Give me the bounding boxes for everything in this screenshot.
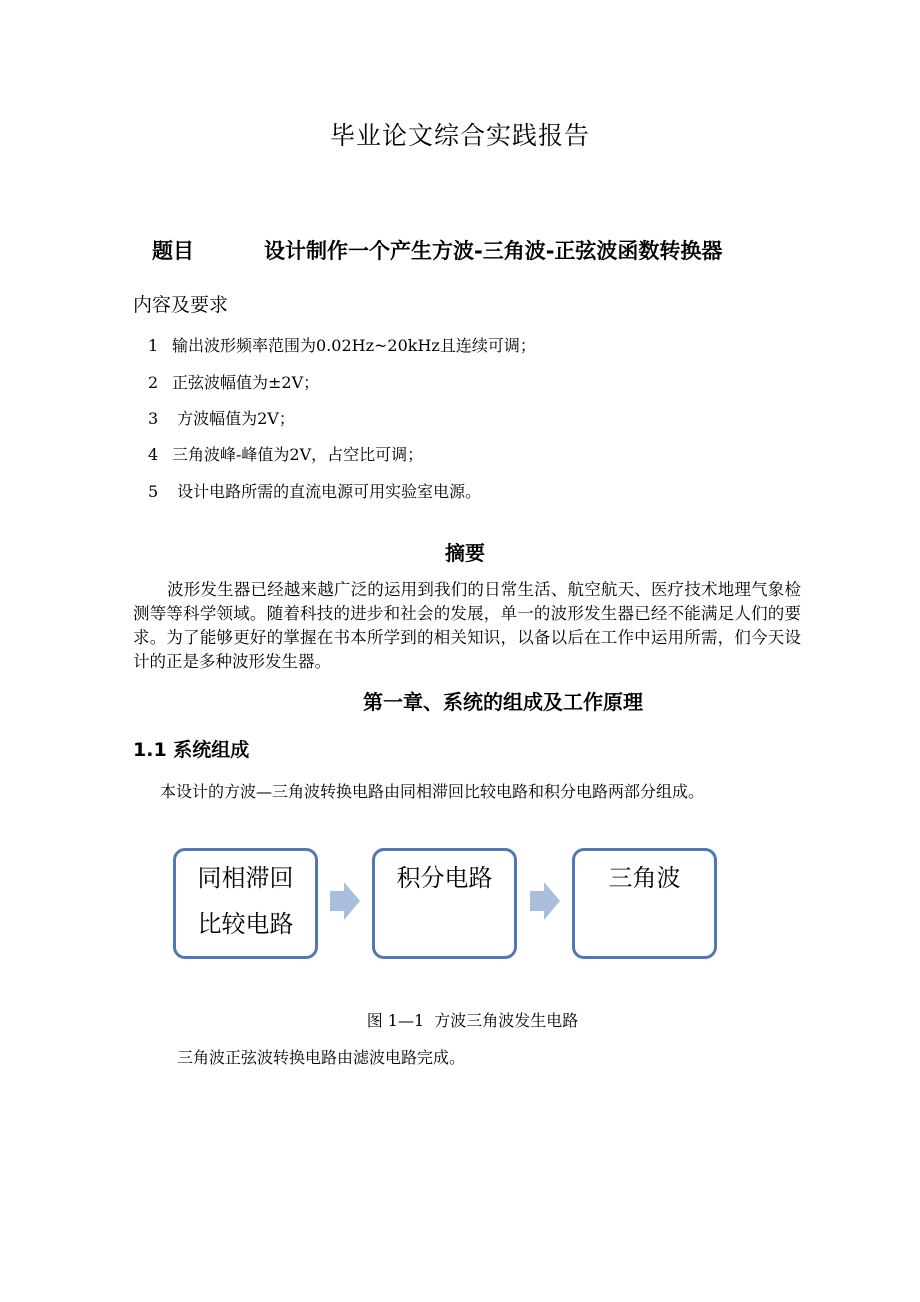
paragraph: 本设计的方波—三角波转换电路由同相滞回比较电路和积分电路两部分组成。 bbox=[160, 782, 705, 801]
requirement-text: 设计电路所需的直流电源可用实验室电源。 bbox=[172, 482, 482, 501]
arrow-right-icon bbox=[330, 882, 360, 920]
requirement-item bbox=[148, 370, 319, 393]
section-heading: 1.1 系统组成 bbox=[133, 739, 250, 761]
requirement-number: 5 bbox=[148, 482, 159, 501]
arrow-right-icon bbox=[530, 882, 560, 920]
paragraph: 三角波正弦波转换电路由滤波电路完成。 bbox=[177, 1048, 466, 1067]
box-label: 比较电路 bbox=[197, 910, 294, 938]
abstract-heading: 摘要 bbox=[445, 541, 485, 565]
diagram-box-triangle-wave bbox=[572, 848, 717, 959]
requirement-text: 正弦波幅值为±2V； bbox=[172, 373, 320, 392]
figure-caption: 图 1—1 方波三角波发生电路 bbox=[366, 1011, 579, 1030]
requirement-text: 方波幅值为2V； bbox=[172, 409, 295, 428]
requirement-item bbox=[148, 406, 295, 429]
requirement-number: 1 bbox=[148, 336, 159, 355]
requirements-heading: 内容及要求 bbox=[133, 294, 229, 316]
abstract-body: 波形发生器已经越来越广泛的运用到我们的日常生活、航空航天、医疗技术地理气象检测等等科学领域。随着科技的进步和社会的发展，单一的波形发生器已经不能满足人们的要求。为了能够更好的掌握在书本所学到的相关知识，以备以后在工作中运用所需，们今天设计的正是多种波形发生器。 bbox=[133, 580, 801, 671]
topic-value: 设计制作一个产生方波-三角波-正弦波函数转换器 bbox=[264, 239, 723, 263]
chapter-heading: 第一章、系统的组成及工作原理 bbox=[363, 690, 643, 714]
requirement-number: 2 bbox=[148, 373, 159, 392]
topic-line bbox=[152, 235, 722, 265]
document-title: 毕业论文综合实践报告 bbox=[329, 121, 590, 150]
diagram-box-integrator bbox=[372, 848, 517, 959]
requirement-item bbox=[148, 333, 536, 356]
requirement-item bbox=[148, 479, 481, 502]
box-label: 积分电路 bbox=[396, 864, 493, 892]
diagram-box-comparator bbox=[173, 848, 318, 959]
requirement-number: 3 bbox=[148, 409, 159, 428]
box-label: 同相滞回 bbox=[197, 864, 294, 892]
topic-label: 题目 bbox=[152, 239, 194, 263]
box-label: 三角波 bbox=[608, 864, 681, 892]
requirement-item bbox=[148, 442, 423, 465]
requirement-text: 输出波形频率范围为0.02Hz~20kHz且连续可调； bbox=[172, 336, 536, 355]
requirement-number: 4 bbox=[148, 445, 159, 464]
requirement-text: 三角波峰-峰值为2V，占空比可调； bbox=[172, 445, 424, 464]
